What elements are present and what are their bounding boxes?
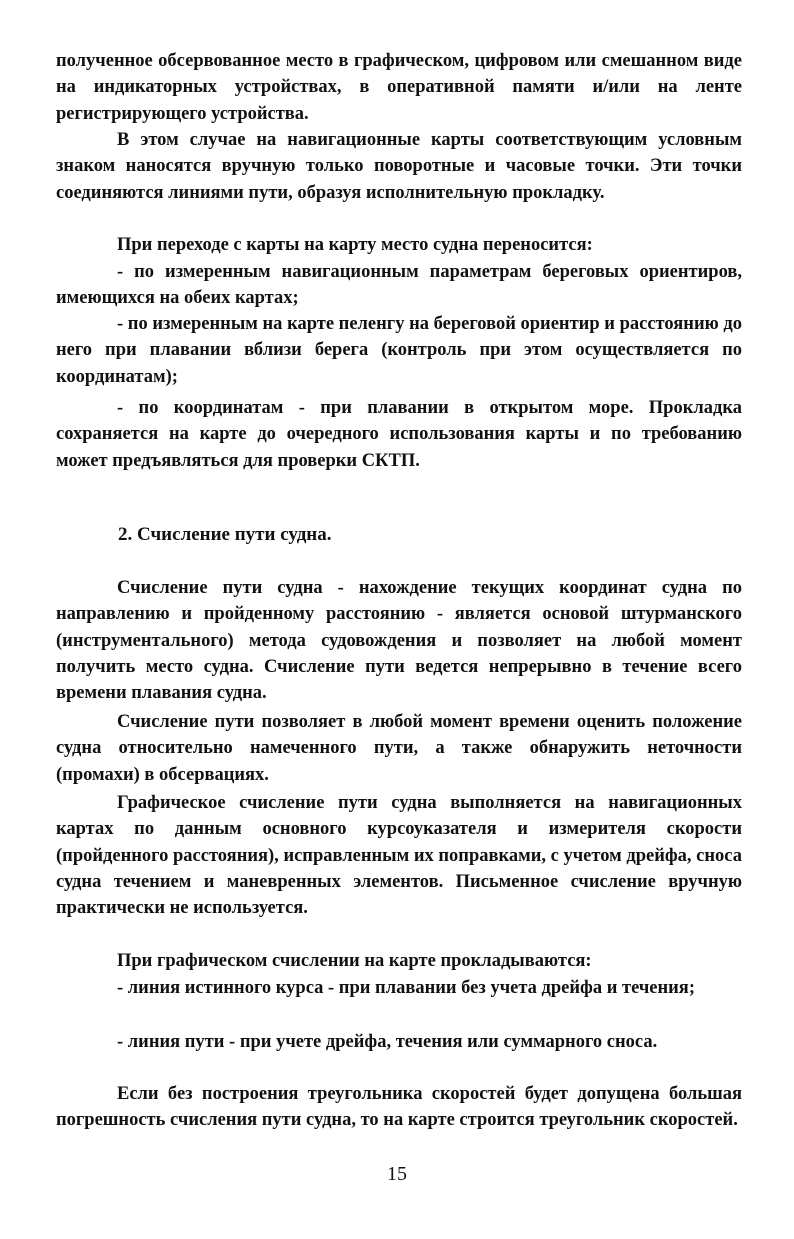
page-number: 15	[387, 1163, 407, 1185]
paragraph-graphic-reckoning: Графическое счисление пути судна выполняется на навигационных картах по данным основного курсоуказателя и измерителя скорости (пройденного расстояния), исправленным их поправками, с учетом дрейфа, сноса судна течением и маневренных элементов. Письменное счисление вручную практически не используется.	[56, 793, 742, 919]
paragraph-plotted-lines-intro: При графическом счислении на карте прокладываются:	[117, 951, 592, 971]
paragraph-dead-reckoning-purpose: Счисление пути позволяет в любой момент времени оценить положение судна относительно намеченного пути, а также обнаружить неточности (промахи) в обсервациях.	[56, 712, 742, 785]
list-item-true-course: - линия истинного курса - при плавании без учета дрейфа и течения;	[117, 978, 695, 998]
paragraph-dead-reckoning-definition: Счисление пути судна - нахождение текущих координат судна по направлению и пройденному расстоянию - является основой штурманского (инструментального) метода судовождения и позволяет на любой момент получить место судна. Счисление пути ведется непрерывно в течение всего времени плавания судна.	[56, 578, 742, 704]
list-item-coordinates: - по координатам - при плавании в открытом море. Прокладка сохраняется на карте до очередного использования карты и по требованию может предъявляться для проверки СКТП.	[56, 398, 742, 471]
paragraph-velocity-triangle: Если без построения треугольника скоростей будет допущена большая погрешность счисления пути судна, то на карте строится треугольник скоростей.	[56, 1084, 742, 1131]
paragraph-charts: В этом случае на навигационные карты соответствующим условным знаком наносятся вручную только поворотные и часовые точки. Эти точки соединяются линиями пути, образуя исполнительную прокладку.	[56, 130, 742, 203]
paragraph-transfer-intro: При переходе с карты на карту место судна переносится:	[117, 235, 593, 255]
list-item-bearing: - по измеренным на карте пеленгу на береговой ориентир и расстоянию до него при плавании вблизи берега (контроль при этом осуществляется по координатам);	[56, 314, 742, 387]
section-heading: 2. Счисление пути судна.	[118, 524, 332, 545]
paragraph-continuation: полученное обсервованное место в графическом, цифровом или смешанном виде на индикаторных устройствах, в оперативной памяти и/или на ленте регистрирующего устройства.	[56, 51, 742, 124]
list-item-track-line: - линия пути - при учете дрейфа, течения или суммарного сноса.	[117, 1032, 658, 1052]
list-item-landmarks: - по измеренным навигационным параметрам береговых ориентиров, имеющихся на обеих картах;	[56, 262, 742, 309]
